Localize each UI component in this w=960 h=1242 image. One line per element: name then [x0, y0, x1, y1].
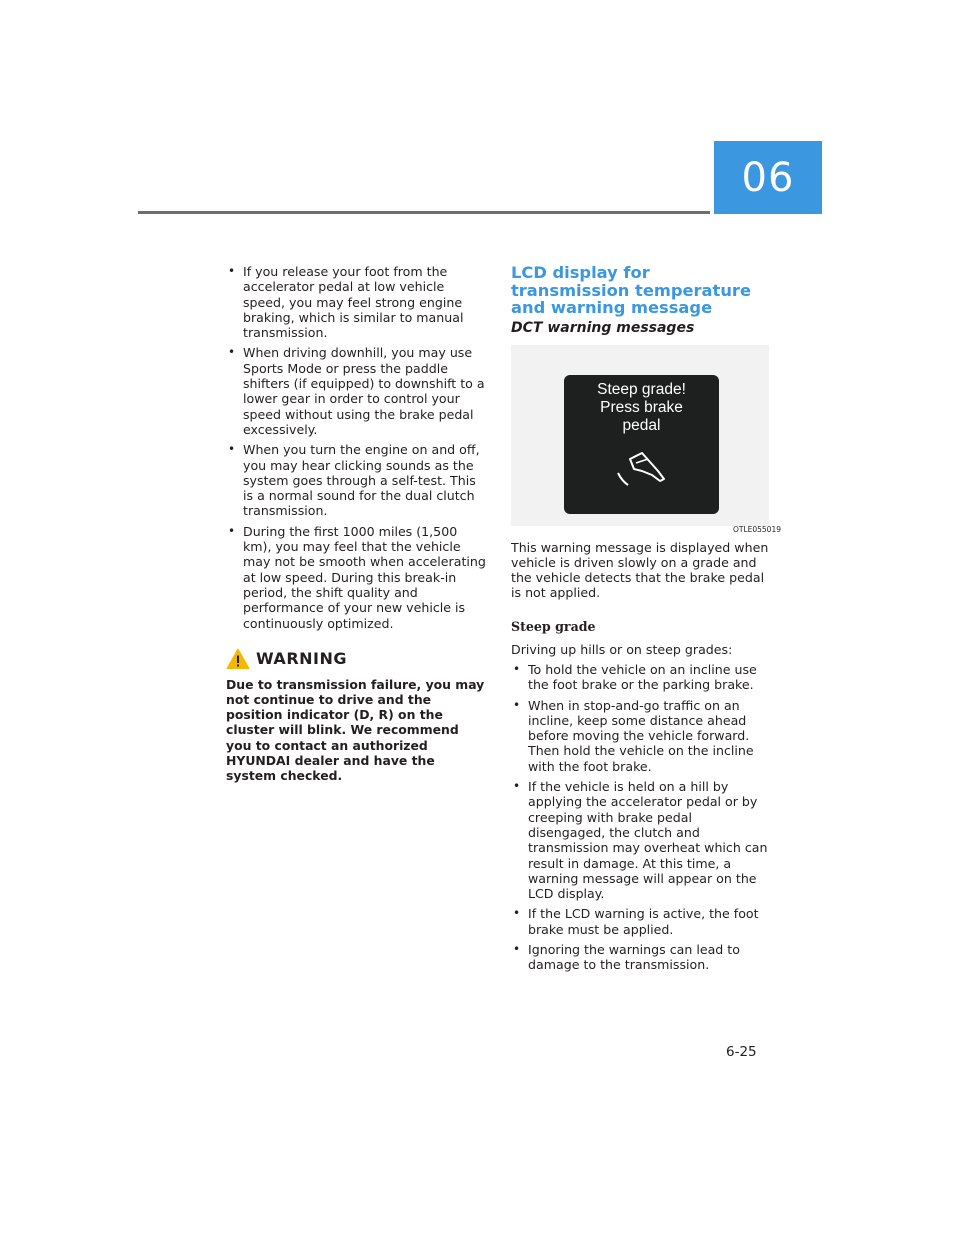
- lcd-line: Press brake: [600, 398, 683, 416]
- list-item: • When in stop-and-go traffic on an incline, keep some distance ahead before moving the vehicle forward. Then hold the vehicle on the incline with the foot brake.: [511, 698, 773, 774]
- list-item: • During the first 1000 miles (1,500 km), you may feel that the vehicle may not be smooth when accelerating at low speed. During this break-in period, the shift quality and performance of your new vehicle is continuously optimized.: [226, 524, 488, 631]
- lcd-message: [572, 381, 712, 435]
- steep-grade-heading: Steep grade: [511, 618, 596, 634]
- figure-code: OTLE055019: [732, 524, 781, 534]
- list-item: • When driving downhill, you may use Sports Mode or press the paddle shifters (if equipped) to downshift to a lower gear in order to control your speed without using the brake pedal excessively.: [226, 345, 488, 437]
- right-bullet-list: [511, 662, 773, 973]
- lcd-display: [564, 375, 719, 514]
- right-column: [511, 263, 781, 978]
- lcd-line: Steep grade!: [597, 380, 686, 398]
- lcd-figure: [511, 345, 781, 534]
- header-rule: [138, 211, 710, 214]
- chapter-tab: [714, 141, 822, 214]
- brake-pedal-icon: [612, 449, 672, 489]
- left-column: [226, 264, 488, 783]
- left-bullet-list: [226, 264, 488, 631]
- warning-title: WARNING: [256, 649, 347, 669]
- subsection-title: DCT warning messages: [511, 319, 695, 336]
- list-item: • If the LCD warning is active, the foot brake must be applied.: [511, 906, 773, 937]
- list-item: • If the vehicle is held on a hill by applying the accelerator pedal or by creeping with brake pedal disengaged, the clutch and transmission may overheat which can result in damage. At this time, a warning message will appear on the LCD display.: [511, 779, 773, 901]
- warning-triangle-icon: [226, 647, 250, 671]
- page-number: 6-25: [726, 1044, 757, 1060]
- chapter-number: 06: [741, 154, 795, 201]
- figure-description: This warning message is displayed when vehicle is driven slowly on a grade and the vehicle detects that the brake pedal is not applied.: [511, 539, 769, 601]
- list-item: • When you turn the engine on and off, you may hear clicking sounds as the system goes through a self-test. This is a normal sound for the dual clutch transmission.: [226, 442, 488, 518]
- list-item: • If you release your foot from the accelerator pedal at low vehicle speed, you may feel strong engine braking, which is similar to manual transmission.: [226, 264, 488, 340]
- warning-box: [226, 647, 488, 783]
- warning-text: Due to transmission failure, you may not continue to drive and the position indicator (D, R) on the cluster will blink. We recommend you to contact an authorized HYUNDAI dealer and have the system checked.: [226, 676, 485, 784]
- list-item: • To hold the vehicle on an incline use the foot brake or the parking brake.: [511, 662, 773, 693]
- lcd-line: pedal: [622, 416, 661, 434]
- section-title: LCD display for transmission temperature and warning message: [511, 263, 751, 317]
- warning-header: [226, 647, 488, 671]
- list-item: • Ignoring the warnings can lead to damage to the transmission.: [511, 942, 773, 973]
- steep-grade-intro: Driving up hills or on steep grades:: [511, 641, 733, 657]
